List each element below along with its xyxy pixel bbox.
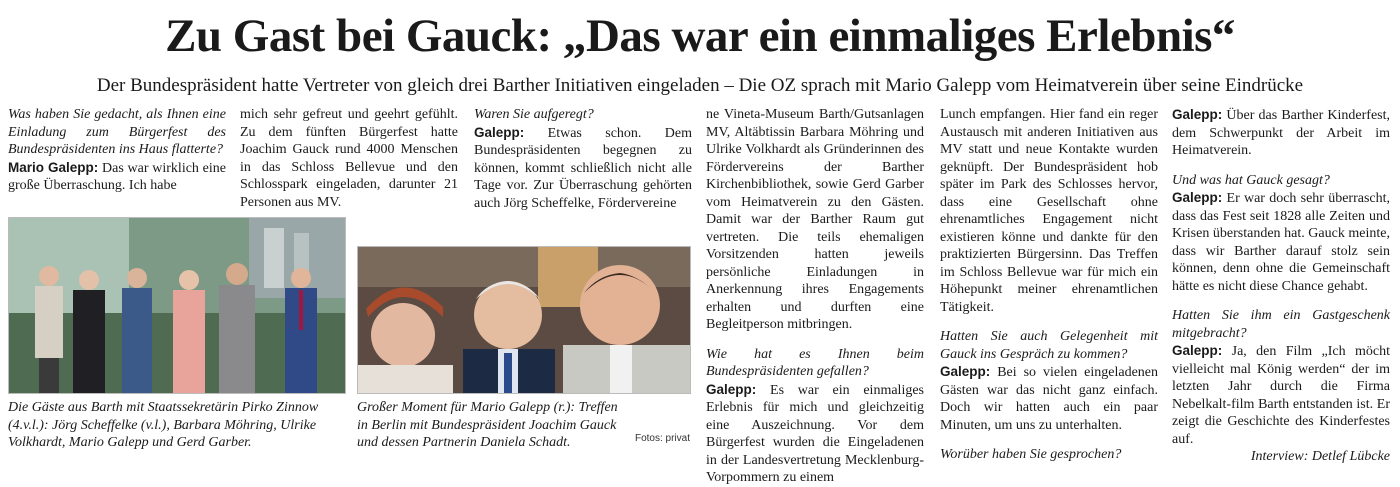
answer-text: Bei so vielen eingeladenen Gästen war das nicht ganz einfach. Doch wir hatten auch ein paar Minuten, um uns zu unterhalten.: [940, 365, 1158, 433]
photo-credit: Fotos: privat: [634, 433, 690, 444]
column-2: [240, 106, 458, 211]
answer-text: Ja, den Film „Ich möcht vielleicht mal König werden“ der im letzten Jahr durch die Firma Nebelkalt-film Barth entstanden ist. Er zeigt die Geschichte des Kinderfestes auf.: [1172, 344, 1391, 447]
answer-text: Über das Barther Kinderfest, dem Schwerpunkt der Arbeit im Heimatverein.: [1172, 108, 1391, 158]
speaker-label: Galepp:: [1172, 343, 1223, 358]
answer: [706, 381, 924, 487]
answer-text: Etwas schon. Dem Bundespräsidenten begegnen zu können, kommt schließlich nicht alle Tage vor. Zur Überraschung gehörten auch Jörg Scheffelke, Fördervereine: [474, 125, 693, 211]
answer: [8, 159, 226, 195]
question: Worüber haben Sie gesprochen?: [940, 447, 1122, 462]
question: Und was hat Gauck gesagt?: [1172, 172, 1330, 188]
answer: [940, 363, 1158, 434]
question: Wie hat es Ihnen beim Bundespräsidenten gefallen?: [706, 346, 924, 379]
question: Hatten Sie ihm ein Gastgeschenk mitgebracht?: [1172, 308, 1390, 341]
byline: Interview: Detlef Lübcke: [1250, 449, 1390, 464]
gauck-photo-caption: Großer Moment für Mario Galepp (r.): Treffen in Berlin mit Bundespräsident Joachim Gauck und dessen Partnerin Daniela Schadt.: [357, 400, 618, 450]
column-6: [1172, 106, 1390, 466]
answer-text: Lunch empfangen. Hier fand ein reger Austausch mit anderen Initiativen aus MV statt und neue Kontakte wurden geknüpft. Der Bundespräsident hob später im Park des Schlosses hervor, dass eine Gesellschaft ohne ehrenamtliches Engagement nicht existieren könne und dankte für den praktizierten Bürgersinn. Das Treffen im Schloss Bellevue war für mich ein Höhepunkt meiner ehrenamtlichen Tätigkeit.: [940, 107, 1158, 315]
subheadline: Der Bundespräsident hatte Vertreter von gleich drei Barther Initiativen eingeladen – Die OZ sprach mit Mario Galepp vom Heimatverein über seine Eindrücke: [96, 75, 1304, 96]
group-photo: [8, 217, 346, 394]
answer-text: Es war ein einmaliges Erlebnis für mich und gleichzeitig eine Auszeichnung. Vor dem Bürgerfest wurden die Eingeladenen in der Landesvertretung Mecklenburg-Vorpommern zu einem: [706, 382, 924, 485]
speaker-label: Galepp:: [706, 381, 757, 397]
column-3: [474, 106, 692, 212]
gauck-meeting-image: [358, 247, 690, 393]
answer: [1172, 342, 1390, 448]
question: Was haben Sie gedacht, als Ihnen eine Einladung zum Bürgerfest des Bundespräsidenten ins Haus flatterte?: [8, 107, 226, 157]
speaker-label: Galepp:: [1172, 190, 1223, 205]
group-photo-image: [9, 218, 345, 393]
gauck-meeting-photo: [357, 246, 691, 394]
question: Waren Sie aufgeregt?: [474, 107, 594, 122]
answer: [474, 124, 692, 213]
answer: [1172, 189, 1390, 295]
answer-text: Er war doch sehr überrascht, dass das Fest seit 1828 alle Zeiten und Krisen überstanden hat. Gauck meinte, dass wir Barther darauf stolz sein können, denn ohne die Gemeinschaft hätte es nicht diese Chance gehabt.: [1172, 191, 1391, 294]
column-5: [940, 106, 1158, 464]
speaker-label: Galepp:: [1172, 107, 1223, 122]
group-photo-caption: Die Gäste aus Barth mit Staatssekretärin Pirko Zinnow (4.v.l.): Jörg Scheffelke (v.l.), Barbara Möhring, Ulrike Volkhardt, Mario Galepp und Gerd Garber.: [8, 400, 319, 450]
column-4: [706, 106, 924, 487]
speaker-label: Galepp:: [474, 124, 525, 140]
answer: [1172, 106, 1390, 160]
speaker-label: Galepp:: [940, 364, 991, 379]
answer-text: Das war wirklich eine große Überraschung. Ich habe: [8, 160, 226, 193]
question: Hatten Sie auch Gelegenheit mit Gauck ins Gespräch zu kommen?: [940, 329, 1158, 362]
speaker-label: Mario Galepp:: [8, 159, 99, 175]
answer-text: mich sehr gefreut und geehrt gefühlt. Zu dem fünften Bürgerfest hatte Joachim Gauck rund 4000 Menschen in das Schloss Bellevue und den Schlosspark eingeladen, darunter 21 Personen aus MV.: [240, 107, 458, 210]
column-1: [8, 106, 226, 195]
answer-text: ne Vineta-Museum Barth/Gutsanlagen MV, Altäbtissin Barbara Möhring und Ulrike Volkhardt als Gründerinnen des Fördervereins der Barther Kirchenbibliothek, sowie Gerd Garber vom Heimatverein zu den Gästen. Damit war der Barther Raum gut vertreten. Die teils ehemaligen Vorsitzenden hatten jeweils persönliche Einladungen in Anerkennung ihres Engagements erhalten und durften eine Begleitperson mitbringen.: [706, 107, 924, 332]
headline: Zu Gast bei Gauck: „Das war ein einmaliges Erlebnis“: [165, 10, 1235, 62]
